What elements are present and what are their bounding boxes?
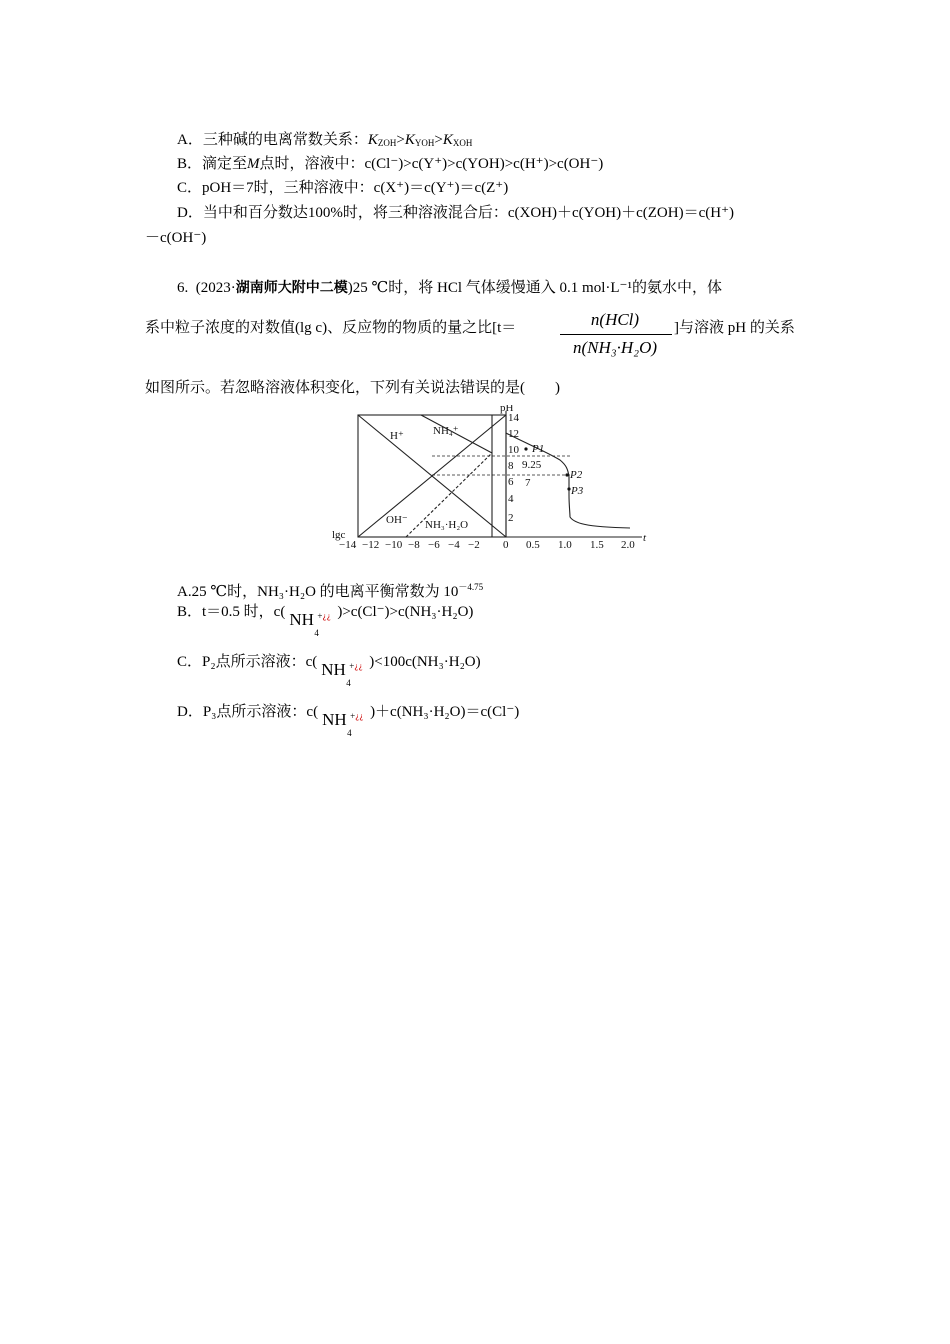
fraction-bar [560,334,672,335]
ion-sub: 4 [346,678,351,688]
q5-option-d-line1: D．当中和百分数达100%时，将三种溶液混合后：c(XOH)＋c(YOH)＋c(ZOH)＝c(H⁺) [177,205,734,221]
q6-option-d-pre: D．P₃点所示溶液：c( [177,704,319,720]
k-symbol: K [442,132,453,148]
q6-option-a-exponent: －4.75 [458,582,484,592]
q5-option-b-label: B．滴定至 [177,156,248,172]
tick-lgc: −8 [408,539,420,550]
k-symbol: K [404,132,415,148]
t-axis-label: t [643,532,647,544]
ion-sub: 4 [314,628,319,638]
q5-option-a [177,130,472,153]
tick-t: 2.0 [621,539,635,550]
tick-ph: 8 [508,460,514,472]
label-nh3h2o: NH₃·H₂O [425,519,469,531]
gt: > [396,132,405,148]
q6-stem-line2-b: ]与溶液 pH 的关系 [674,320,795,336]
ion-garbled: ¿¿ [355,712,364,721]
tick-ph: 14 [508,412,519,424]
tick-t: 1.5 [590,539,604,550]
q6-source: (2023· [195,280,236,296]
q5-option-b-text: 点时，溶液中：c(Cl⁻)>c(Y⁺)>c(YOH)>c(H⁺)>c(OH⁻) [259,156,604,172]
tick-ph: 2 [508,512,514,524]
q6-option-b-pre: B．t＝0.5 时，c( [177,604,286,620]
ion-base: NH [322,710,347,729]
label-nh4: NH₄⁺ [433,425,459,437]
point-p2 [565,473,568,476]
tick-lgc: −2 [468,539,480,550]
q6-number: 6. [177,280,189,296]
annotation-9-25: 9.25 [522,459,542,471]
ion-garbled: ¿¿ [322,612,331,621]
nh4-ion [318,704,370,738]
ion-sub: 4 [347,728,352,738]
tick-ph: 10 [508,444,519,456]
annotation-7: 7 [525,477,531,489]
tick-t: 1.0 [558,539,572,550]
tick-lgc: −10 [385,539,403,550]
ph-axis-label: pH [500,405,514,414]
q6-option-c-post: )<100c(NH₃·H₂O) [369,654,481,670]
q6-source-name: 湖南师大附中二模 [235,280,348,296]
tick-lgc: −14 [339,539,357,550]
q6-option-a [177,577,483,602]
point-p1 [524,447,527,450]
q6-option-b-post: )>c(Cl⁻)>c(NH₃·H₂O) [337,604,474,620]
q6-option-d-post: )＋c(NH₃·H₂O)＝c(Cl⁻) [370,704,520,720]
lgc-axis-label: lgc [332,529,346,541]
gt: > [434,132,443,148]
t-ticks [503,539,635,550]
q5-option-c: C．pOH＝7时，三种溶液中：c(X⁺)＝c(Y⁺)＝c(Z⁺) [177,180,509,196]
q6-option-c-pre: C．P₂点所示溶液：c( [177,654,318,670]
tick-t: 0 [503,539,509,550]
label-p3: P3 [571,485,584,497]
k-sub: ZOH [377,138,397,148]
tick-lgc: −6 [428,539,440,550]
ion-base: NH [289,610,314,629]
tick-t: 0.5 [526,539,540,550]
q6-stem-line3: 如图所示。若忽略溶液体积变化，下列有关说法错误的是( ) [145,380,560,396]
ion-charge: + [350,711,356,721]
ion-charge: + [349,661,355,671]
label-h-plus: H⁺ [390,430,404,442]
q6-option-d [177,702,520,738]
k-sub: YOH [414,138,435,148]
label-oh-minus: OH⁻ [386,514,408,526]
m-point: M [247,156,260,172]
tick-ph: 12 [508,428,519,440]
tick-lgc: −4 [448,539,460,550]
ph-chart [330,405,660,550]
q6-option-b [177,602,474,638]
fraction-denominator: n(NH₃·H₂O) [572,338,658,357]
q6-option-a-text: A.25 ℃时，NH₃·H₂O 的电离平衡常数为 10 [177,584,459,600]
q5-option-b [177,154,603,174]
tick-lgc: −12 [362,539,380,550]
q5-option-d-line2: －c(OH⁻) [145,230,207,246]
k-sub: XOH [452,138,473,148]
q6-stem1: 25 ℃时，将 HCl 气体缓慢通入 0.1 mol·L⁻¹的氨水中，体 [352,280,722,296]
ion-garbled: ¿¿ [354,662,363,671]
lgc-ticks [339,539,480,550]
label-p1: P1 [532,443,545,455]
nh4-ion [285,604,337,638]
label-p2: P2 [570,469,583,481]
q6-source-end: ) [347,280,353,296]
q6-stem-line2-a: 系中粒子浓度的对数值(lg c)、反应物的物质的量之比[t＝ [145,320,517,336]
q5-option-a-label: A．三种碱的电离常数关系： [177,132,368,148]
fraction-numerator: n(HCl) [590,310,640,329]
ion-charge: + [317,611,323,621]
ion-base: NH [321,660,346,679]
nh4-ion [317,654,369,688]
k-symbol: K [367,132,378,148]
q6-stem-line1 [177,278,722,298]
ph-ticks [508,412,520,524]
tick-ph: 4 [508,493,514,505]
tick-ph: 6 [508,476,514,488]
q6-option-c [177,652,481,688]
